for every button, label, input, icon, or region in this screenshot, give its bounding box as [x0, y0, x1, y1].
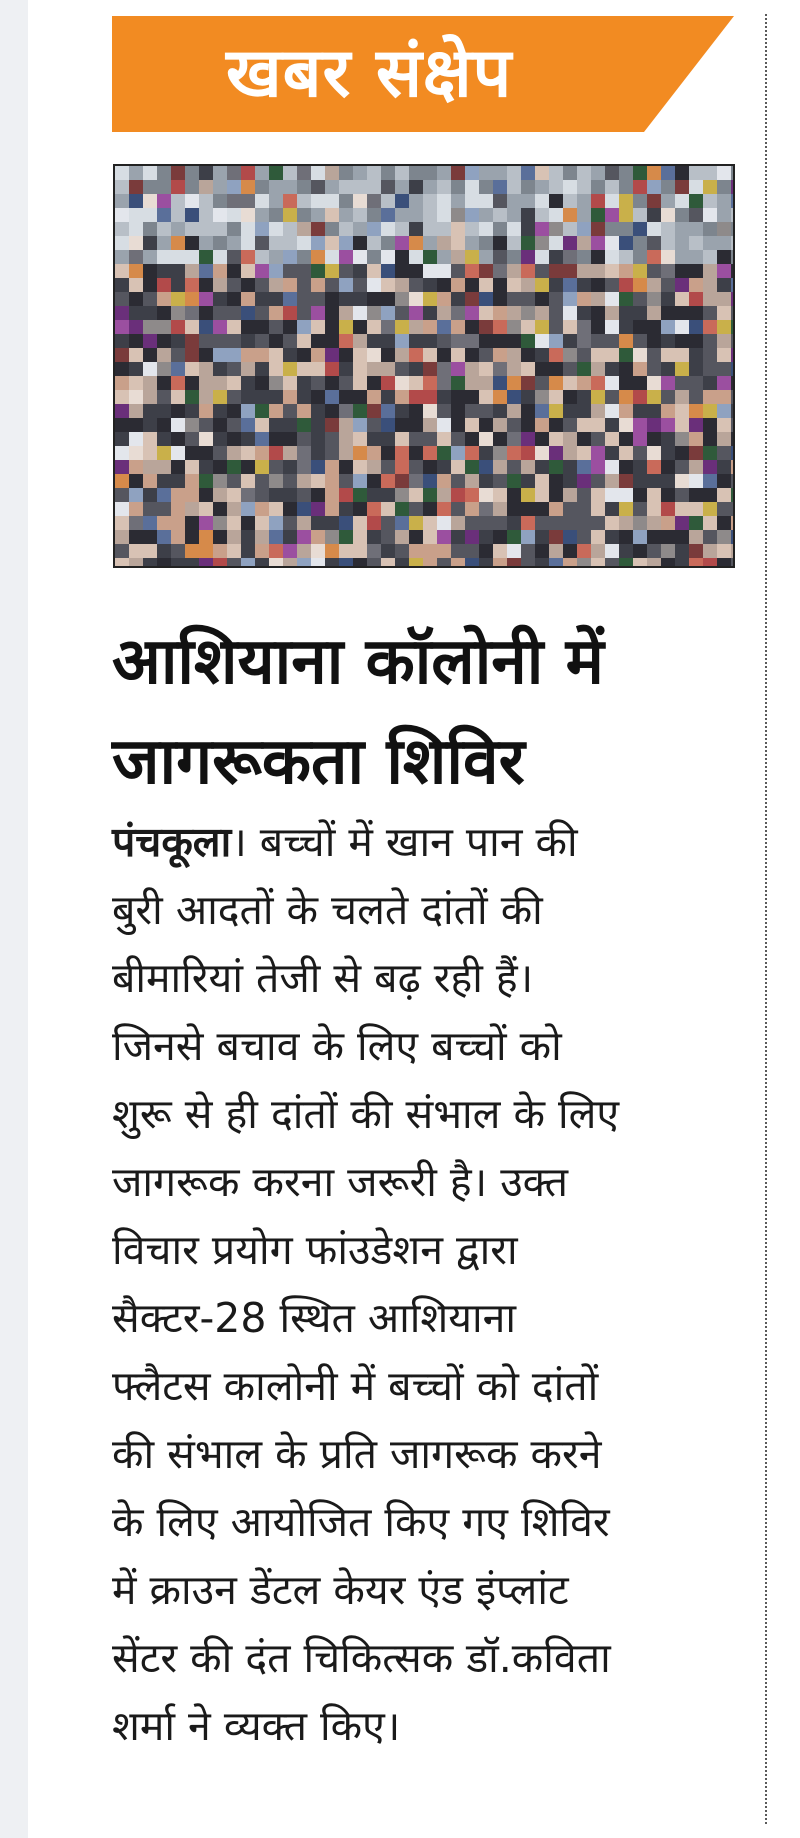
- body-line-2: बुरी आदतों के चलते दांतों की: [112, 886, 543, 934]
- article-headline: [112, 612, 752, 812]
- body-line-1: [112, 808, 752, 876]
- body-line-13: सेंटर की दंत चिकित्सक डॉ.कविता: [112, 1634, 611, 1682]
- section-banner: [112, 16, 734, 132]
- body-line-8: सैक्टर-28 स्थित आशियाना: [112, 1294, 517, 1342]
- body-line-1-text: । बच्चों में खान पान की: [231, 818, 578, 866]
- section-title: खबर संक्षेप: [226, 34, 513, 113]
- headline-line-1: आशियाना कॉलोनी में: [112, 625, 604, 699]
- page-margin-strip: [0, 0, 28, 1838]
- body-line-7: विचार प्रयोग फांउडेशन द्वारा: [112, 1226, 518, 1274]
- body-line-6: जागरूक करना जरूरी है। उक्त: [112, 1158, 569, 1206]
- crowd-photo-image: [115, 166, 733, 566]
- column-divider: [765, 14, 767, 1824]
- body-line-11: के लिए आयोजित किए गए शिविर: [112, 1498, 610, 1546]
- news-photo: [113, 164, 735, 568]
- banner-corner-fold: [644, 16, 734, 132]
- body-line-5: शुरू से ही दांतों की संभाल के लिए: [112, 1090, 620, 1138]
- dateline: पंचकूला: [112, 818, 232, 866]
- body-line-4: जिनसे बचाव के लिए बच्चों को: [112, 1022, 562, 1070]
- body-line-9: फ्लैटस कालोनी में बच्चों को दांतों: [112, 1362, 599, 1410]
- headline-line-2: जागरूकता शिविर: [112, 725, 525, 799]
- body-line-12: में क्राउन डेंटल केयर एंड इंप्लांट: [112, 1566, 569, 1614]
- body-line-14: शर्मा ने व्यक्त किए।: [112, 1702, 401, 1750]
- body-line-3: बीमारियां तेजी से बढ़ रही हैं।: [112, 954, 534, 1002]
- article-body: [112, 808, 752, 1760]
- body-line-10: की संभाल के प्रति जागरूक करने: [112, 1430, 602, 1478]
